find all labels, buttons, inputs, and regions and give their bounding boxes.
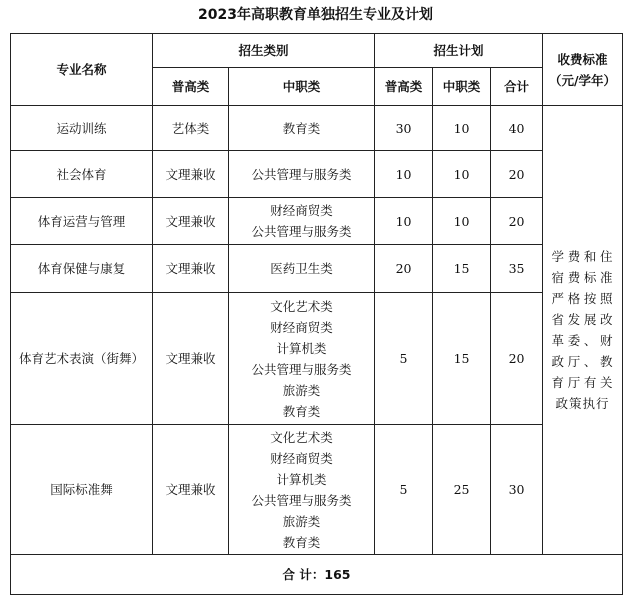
header-plan-group: 招生计划 bbox=[375, 34, 543, 68]
table-row bbox=[11, 151, 623, 198]
header-fee bbox=[543, 34, 623, 106]
plan-total: 20 bbox=[491, 151, 543, 198]
general-category: 文理兼收 bbox=[153, 198, 229, 245]
plan-vocational: 25 bbox=[433, 425, 491, 555]
vocational-category: 教育类 bbox=[282, 120, 321, 136]
vocational-category: 文化艺术类 bbox=[270, 298, 333, 314]
header-category-general: 普高类 bbox=[153, 68, 229, 106]
vocational-category: 文化艺术类 bbox=[270, 429, 333, 445]
header-fee-line1: 收费标准 bbox=[557, 51, 608, 67]
total-row bbox=[11, 555, 623, 595]
fee-note-cell bbox=[543, 106, 623, 555]
vocational-category: 公共管理与服务类 bbox=[251, 166, 352, 182]
plan-vocational: 15 bbox=[433, 293, 491, 425]
vocational-category: 公共管理与服务类 bbox=[251, 361, 352, 377]
general-category: 文理兼收 bbox=[153, 151, 229, 198]
vocational-category: 财经商贸类 bbox=[270, 319, 333, 335]
plan-general: 30 bbox=[375, 106, 433, 151]
plan-vocational: 10 bbox=[433, 151, 491, 198]
general-category: 艺体类 bbox=[153, 106, 229, 151]
enrollment-plan-table bbox=[10, 33, 623, 595]
plan-vocational: 10 bbox=[433, 106, 491, 151]
plan-general: 5 bbox=[375, 293, 433, 425]
vocational-category: 公共管理与服务类 bbox=[251, 224, 352, 239]
vocational-category: 计算机类 bbox=[276, 471, 327, 487]
plan-general: 10 bbox=[375, 198, 433, 245]
plan-general: 10 bbox=[375, 151, 433, 198]
vocational-category: 旅游类 bbox=[282, 382, 321, 398]
header-plan-total: 合计 bbox=[491, 68, 543, 106]
vocational-category: 财经商贸类 bbox=[270, 450, 333, 466]
vocational-category: 教育类 bbox=[282, 534, 321, 550]
plan-general: 5 bbox=[375, 425, 433, 555]
plan-total: 20 bbox=[491, 198, 543, 245]
vocational-categories bbox=[229, 245, 375, 293]
vocational-category: 旅游类 bbox=[282, 513, 321, 529]
table-row bbox=[11, 106, 623, 151]
general-category: 文理兼收 bbox=[153, 245, 229, 293]
vocational-category: 医药卫生类 bbox=[270, 261, 333, 276]
general-category: 文理兼收 bbox=[153, 425, 229, 555]
vocational-category: 财经商贸类 bbox=[270, 203, 333, 218]
header-category-group: 招生类别 bbox=[153, 34, 375, 68]
major-name: 国际标准舞 bbox=[11, 425, 153, 555]
vocational-categories bbox=[229, 293, 375, 425]
major-name: 体育艺术表演（街舞） bbox=[11, 293, 153, 425]
plan-total: 30 bbox=[491, 425, 543, 555]
plan-vocational: 15 bbox=[433, 245, 491, 293]
grand-total: 合 计：165 bbox=[11, 555, 623, 595]
header-plan-vocational: 中职类 bbox=[433, 68, 491, 106]
major-name: 运动训练 bbox=[11, 106, 153, 151]
vocational-categories bbox=[229, 198, 375, 245]
vocational-categories bbox=[229, 425, 375, 555]
major-name: 体育保健与康复 bbox=[11, 245, 153, 293]
vocational-category: 公共管理与服务类 bbox=[251, 492, 352, 508]
general-category: 文理兼收 bbox=[153, 293, 229, 425]
header-row-top bbox=[11, 34, 623, 68]
page-title: 2023年高职教育单独招生专业及计划 bbox=[198, 7, 433, 23]
table-row bbox=[11, 198, 623, 245]
major-name: 社会体育 bbox=[11, 151, 153, 198]
plan-vocational: 10 bbox=[433, 198, 491, 245]
table-row bbox=[11, 425, 623, 555]
plan-total: 35 bbox=[491, 245, 543, 293]
plan-general: 20 bbox=[375, 245, 433, 293]
header-fee-line2: （元/学年） bbox=[548, 72, 617, 88]
header-plan-general: 普高类 bbox=[375, 68, 433, 106]
header-category-vocational: 中职类 bbox=[229, 68, 375, 106]
table-row bbox=[11, 293, 623, 425]
vocational-categories bbox=[229, 151, 375, 198]
vocational-category: 教育类 bbox=[282, 403, 321, 419]
plan-total: 20 bbox=[491, 293, 543, 425]
vocational-category: 计算机类 bbox=[276, 340, 327, 356]
table-row bbox=[11, 245, 623, 293]
header-major: 专业名称 bbox=[11, 34, 153, 106]
major-name: 体育运营与管理 bbox=[11, 198, 153, 245]
fee-note: 学费和住宿费标准严格按照省发展改革委、财政厅、教育厅有关政策执行 bbox=[551, 249, 614, 411]
vocational-categories bbox=[229, 106, 375, 151]
plan-total: 40 bbox=[491, 106, 543, 151]
